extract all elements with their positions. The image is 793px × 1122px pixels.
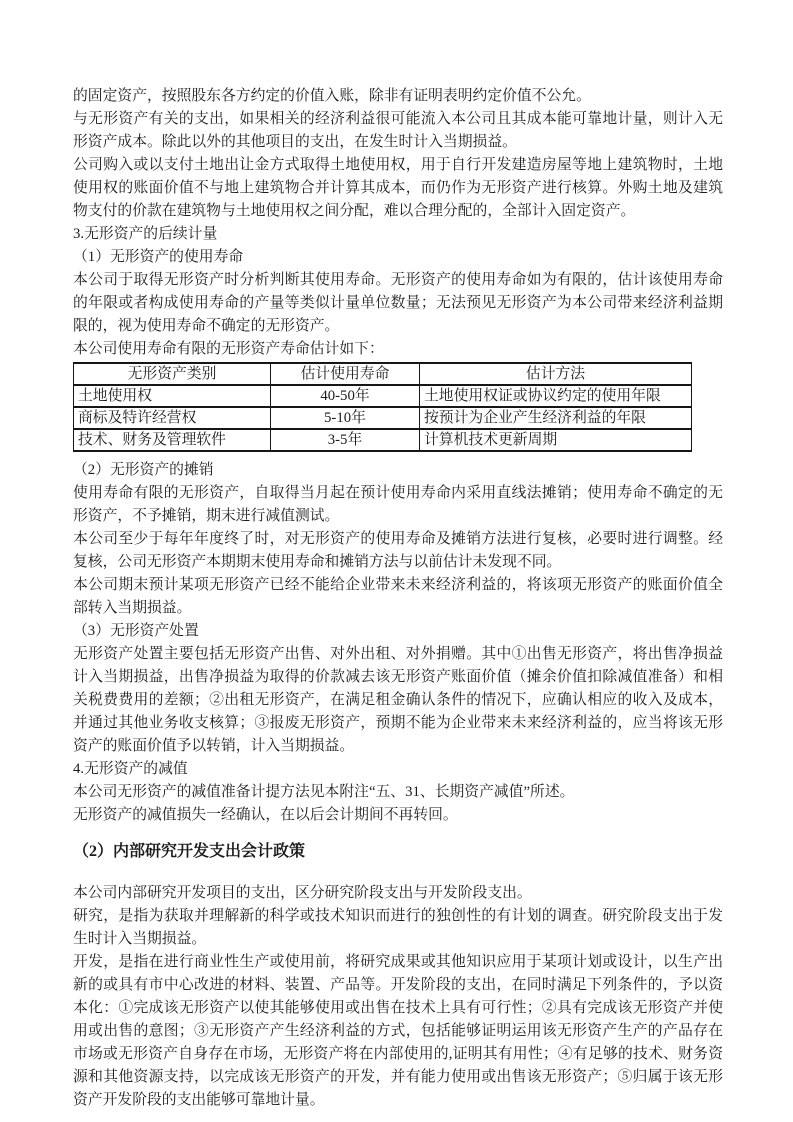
table-header-row — [74, 363, 692, 385]
table-cell-estimated-life: 5-10年 — [271, 407, 420, 429]
table-cell-asset-type: 商标及特许经营权 — [74, 407, 271, 429]
heading-impairment: 4.无形资产的减值 — [73, 761, 188, 777]
paragraph-rd-split: 本公司内部研究开发项目的支出，区分研究阶段支出与开发阶段支出。 — [73, 885, 532, 901]
heading-disposal: （3）无形资产处置 — [73, 623, 199, 639]
table-cell-estimate-method: 计算机技术更新周期 — [420, 429, 692, 451]
paragraph-derecognition-to-pl: 本公司期末预计某项无形资产已经不能给企业带来未来经济利益的，将该项无形资产的账面价值全部转入当期损益。 — [73, 577, 723, 616]
table-row-software — [74, 429, 692, 451]
paragraph-development-definition: 开发，是指在进行商业性生产或使用前，将研究成果或其他知识应用于某项计划或设计，以生产出新的或具有市中心改进的材料、装置、产品等。开发阶段的支出，在同时满足下列条件的，予以资本化：①完成该无形资产以使其能够使用或出售在技术上具有可行性；②具有完成该无形资产并使用或出售的意图；③无形资产产生经济利益的方式，包括能够证明运用该无形资产生产的产品存在市场或无形资产自身存在市场，无形资产将在内部使用的,证明其有用性；④有足够的技术、财务资源和其他资源支持，以完成该无形资产的开发，并有能力使用或出售该无形资产；⑤归属于该无形资产开发阶段的支出能够可靠地计量。 — [73, 954, 723, 1108]
paragraph-amortization-method: 使用寿命有限的无形资产，自取得当月起在预计使用寿命内采用直线法摊销；使用寿命不确定的无形资产，不予摊销，期末进行减值测试。 — [73, 485, 723, 524]
useful-life-estimate-table — [73, 362, 692, 452]
paragraph-annual-review: 本公司至少于每年年度终了时，对无形资产的使用寿命及摊销方法进行复核，必要时进行调整。经复核，公司无形资产本期期末使用寿命和摊销方法与以前估计未发现不同。 — [73, 531, 723, 570]
table-row-trademark-franchise — [74, 407, 692, 429]
paragraph-table-intro: 本公司使用寿命有限的无形资产寿命估计如下： — [73, 341, 384, 357]
heading-amortization: （2）无形资产的摊销 — [73, 462, 214, 478]
table-row-land-use-right — [74, 385, 692, 407]
section-heading-internal-rd-policy: （2）内部研究开发支出会计政策 — [73, 843, 306, 860]
paragraph-fixed-assets-continuation: 的固定资产，按照股东各方约定的价值入账，除非有证明表明约定价值不公允。 — [73, 88, 591, 104]
table-header-estimated-life: 估计使用寿命 — [271, 363, 420, 385]
paragraph-land-use-right: 公司购入或以支付土地出让金方式取得土地使用权，用于自行开发建造房屋等地上建筑物时，土地使用权的账面价值不与地上建筑物合并计算其成本，而仍作为无形资产进行核算。外购土地及建筑物支付的价款在建筑物与土地使用权之间分配，难以合理分配的，全部计入固定资产。 — [73, 157, 723, 219]
table-cell-estimated-life: 40-50年 — [271, 385, 420, 407]
paragraph-intangible-expenditure: 与无形资产有关的支出，如果相关的经济利益很可能流入本公司且其成本能可靠地计量，则计入无形资产成本。除此以外的其他项目的支出，在发生时计入当期损益。 — [73, 111, 723, 150]
table-header-estimate-method: 估计方法 — [420, 363, 692, 385]
table-cell-asset-type: 技术、财务及管理软件 — [74, 429, 271, 451]
table-cell-estimate-method: 土地使用权证或协议约定的使用年限 — [420, 385, 692, 407]
table-cell-asset-type: 土地使用权 — [74, 385, 271, 407]
paragraph-disposal-detail: 无形资产处置主要包括无形资产出售、对外出租、对外捐赠。其中①出售无形资产，将出售净损益计入当期损益，出售净损益为取得的价款减去该无形资产账面价值（摊余价值扣除减值准备）和相关税费费用的差额；②出租无形资产，在满足租金确认条件的情况下，应确认相应的收入及成本，并通过其他业务收支核算；③报废无形资产，预期不能为企业带来未来经济利益的，应当将该无形资产的账面价值予以转销，计入当期损益。 — [73, 646, 723, 754]
paragraph-useful-life-judgement: 本公司于取得无形资产时分析判断其使用寿命。无形资产的使用寿命如为有限的，估计该使用寿命的年限或者构成使用寿命的产量等类似计量单位数量；无法预见无形资产为本公司带来经济利益期限的，视为使用寿命不确定的无形资产。 — [73, 272, 723, 334]
heading-subsequent-measurement: 3.无形资产的后续计量 — [73, 226, 218, 242]
table-cell-estimated-life: 3-5年 — [271, 429, 420, 451]
paragraph-impairment-reference: 本公司无形资产的减值准备计提方法见本附注“五、31、长期资产减值”所述。 — [73, 784, 575, 800]
paragraph-research-definition: 研究，是指为获取并理解新的科学或技术知识而进行的独创性的有计划的调查。研究阶段支出于发生时计入当期损益。 — [73, 908, 723, 947]
heading-useful-life: （1）无形资产的使用寿命 — [73, 249, 244, 265]
table-header-asset-type: 无形资产类别 — [74, 363, 271, 385]
document-body — [73, 85, 723, 1112]
paragraph-impairment-no-reversal: 无形资产的减值损失一经确认，在以后会计期间不再转回。 — [73, 807, 458, 823]
table-cell-estimate-method: 按预计为企业产生经济利益的年限 — [420, 407, 692, 429]
